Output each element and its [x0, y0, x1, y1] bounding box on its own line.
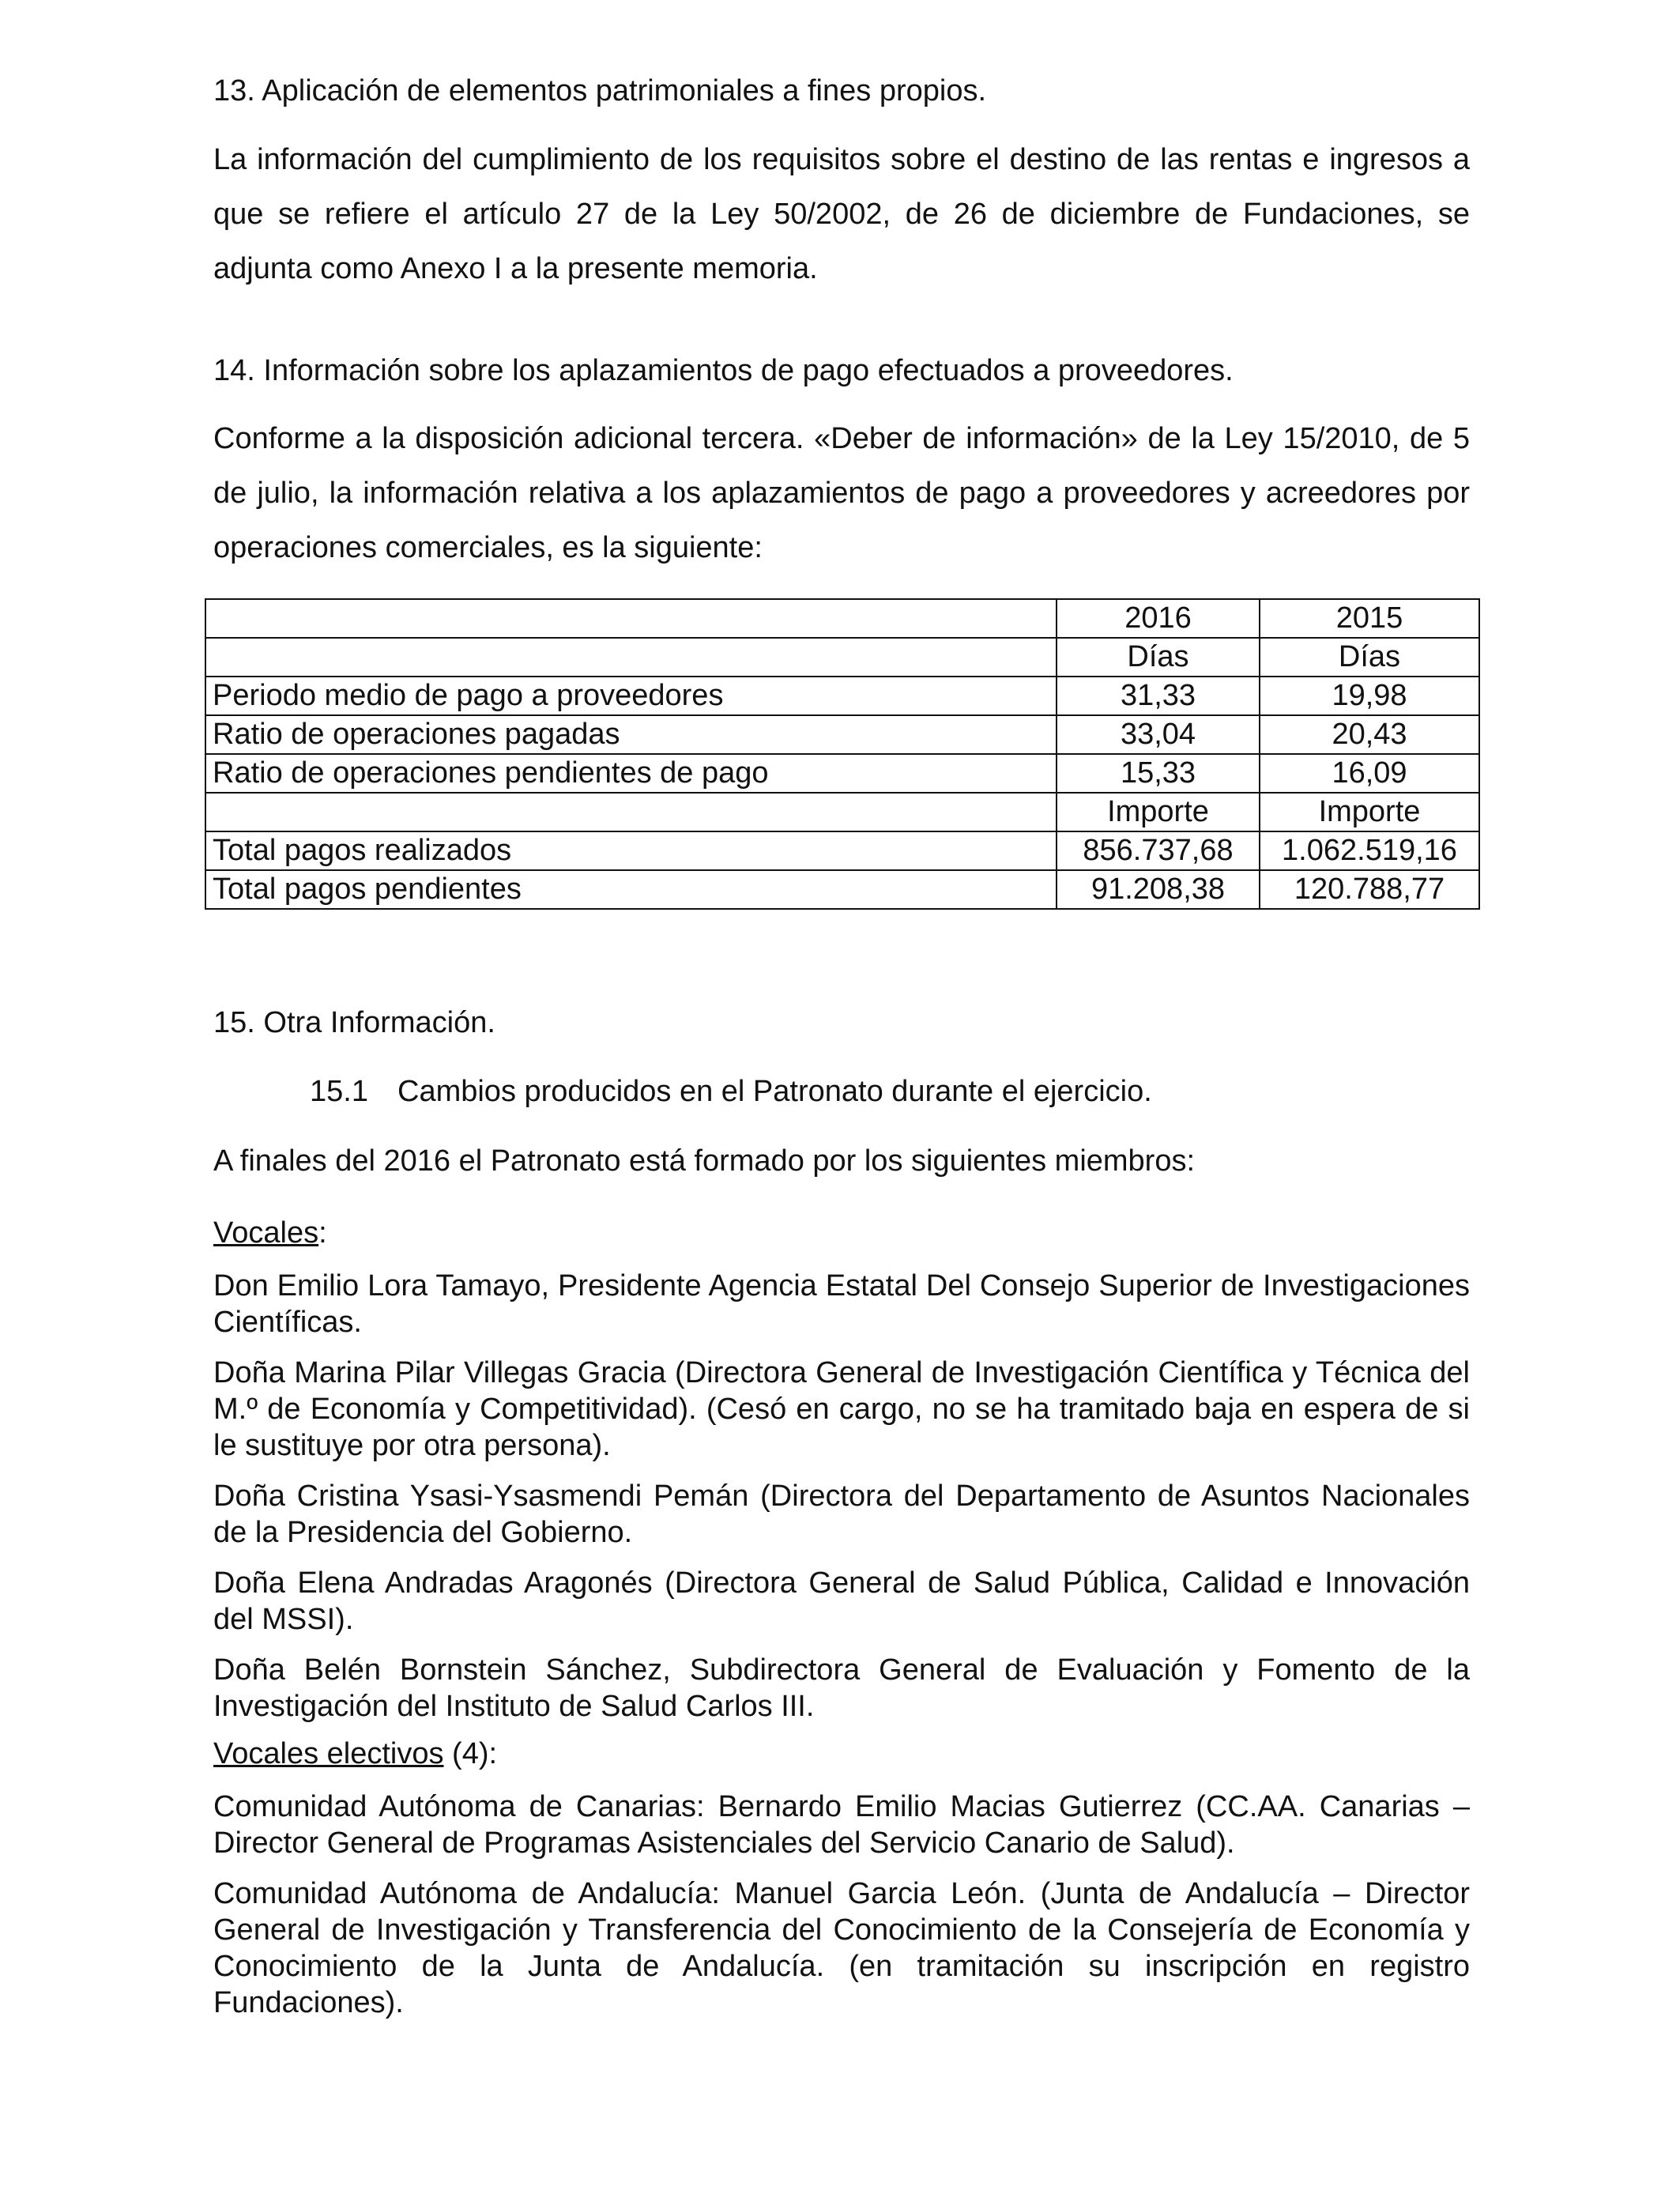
vocales-label: Vocales — [213, 1216, 319, 1250]
section-13-paragraph: La información del cumplimiento de los requisitos sobre el destino de las rentas e ingresos a que se refiere el artículo 27 de la Ley 50/2002, de 26 de diciembre de Fundaciones, se adjunta como Anexo I a la presente memoria. — [213, 143, 1470, 285]
table-cell: 2015 — [1260, 599, 1479, 638]
table-cell: 19,98 — [1260, 677, 1479, 715]
table-row — [205, 793, 1479, 831]
section-14-title: 14. Información sobre los aplazamientos de pago efectuados a proveedores. — [213, 354, 1234, 387]
table-cell: Días — [1260, 638, 1479, 677]
table-cell: Total pagos realizados — [205, 831, 1057, 870]
table-cell: Periodo medio de pago a proveedores — [205, 677, 1057, 715]
vocal-item: Doña Cristina Ysasi-Ysasmendi Pemán (Directora del Departamento de Asuntos Nacionales de la Presidencia del Gobierno. — [213, 1480, 1470, 1549]
payment-deferral-table — [205, 598, 1480, 910]
electivos-label: Vocales electivos — [213, 1737, 444, 1770]
table-row — [205, 715, 1479, 754]
electivo-item: Comunidad Autónoma de Canarias: Bernardo Emilio Macias Gutierrez (CC.AA. Canarias – Director General de Programas Asistenciales del Servicio Canario de Salud). — [213, 1790, 1470, 1860]
table-cell: Importe — [1260, 793, 1479, 831]
table-cell — [205, 599, 1057, 638]
table-row — [205, 754, 1479, 793]
table-cell: Días — [1057, 638, 1260, 677]
table-row — [205, 831, 1479, 870]
section-15-title: 15. Otra Información. — [213, 1006, 495, 1039]
vocales-colon: : — [318, 1216, 327, 1250]
vocal-item: Don Emilio Lora Tamayo, Presidente Agencia Estatal Del Consejo Superior de Investigaciones Científicas. — [213, 1269, 1470, 1339]
table-cell: 120.788,77 — [1260, 870, 1479, 909]
patronato-intro: A finales del 2016 el Patronato está formado por los siguientes miembros: — [213, 1144, 1196, 1178]
subsection-number: 15.1 — [310, 1075, 368, 1108]
table-cell: 91.208,38 — [1057, 870, 1260, 909]
table-cell — [205, 638, 1057, 677]
table-row — [205, 599, 1479, 638]
table-cell: Ratio de operaciones pagadas — [205, 715, 1057, 754]
subsection-title: Cambios producidos en el Patronato durante el ejercicio. — [397, 1075, 1152, 1108]
table-cell: Importe — [1057, 793, 1260, 831]
table-cell: 20,43 — [1260, 715, 1479, 754]
table-cell: 16,09 — [1260, 754, 1479, 793]
table-row — [205, 677, 1479, 715]
table-cell: Ratio de operaciones pendientes de pago — [205, 754, 1057, 793]
table-cell — [205, 793, 1057, 831]
vocales-heading — [213, 1215, 1470, 1251]
section-13-title: 13. Aplicación de elementos patrimoniales a fines propios. — [213, 74, 987, 107]
table-cell: 2016 — [1057, 599, 1260, 638]
vocal-item: Doña Belén Bornstein Sánchez, Subdirectora General de Evaluación y Fomento de la Investigación del Instituto de Salud Carlos III. — [213, 1653, 1470, 1723]
table-cell: 33,04 — [1057, 715, 1260, 754]
section-14-paragraph: Conforme a la disposición adicional tercera. «Deber de información» de la Ley 15/2010, de 5 de julio, la información relativa a los aplazamientos de pago a proveedores y acreedores por operaciones comerciales, es la siguiente: — [213, 422, 1470, 564]
vocal-item: Doña Elena Andradas Aragonés (Directora General de Salud Pública, Calidad e Innovación del MSSI). — [213, 1566, 1470, 1636]
vocal-item: Doña Marina Pilar Villegas Gracia (Directora General de Investigación Científica y Técnica del M.º de Economía y Competitividad). (Cesó en cargo, no se ha tramitado baja en espera de si le sustituye por otra persona). — [213, 1356, 1470, 1462]
table-cell: 15,33 — [1057, 754, 1260, 793]
electivo-item: Comunidad Autónoma de Andalucía: Manuel Garcia León. (Junta de Andalucía – Director General de Investigación y Transferencia del Conocimiento de la Consejería de Economía y Conocimiento de la Junta de Andalucía. (en tramitación su inscripción en registro Fundaciones). — [213, 1877, 1470, 2019]
vocales-electivos-heading — [213, 1736, 1470, 1772]
electivos-count: (4): — [443, 1737, 498, 1770]
table-cell: 1.062.519,16 — [1260, 831, 1479, 870]
table-row — [205, 638, 1479, 677]
table-cell: 856.737,68 — [1057, 831, 1260, 870]
table-cell: Total pagos pendientes — [205, 870, 1057, 909]
table-row — [205, 870, 1479, 909]
table-cell: 31,33 — [1057, 677, 1260, 715]
